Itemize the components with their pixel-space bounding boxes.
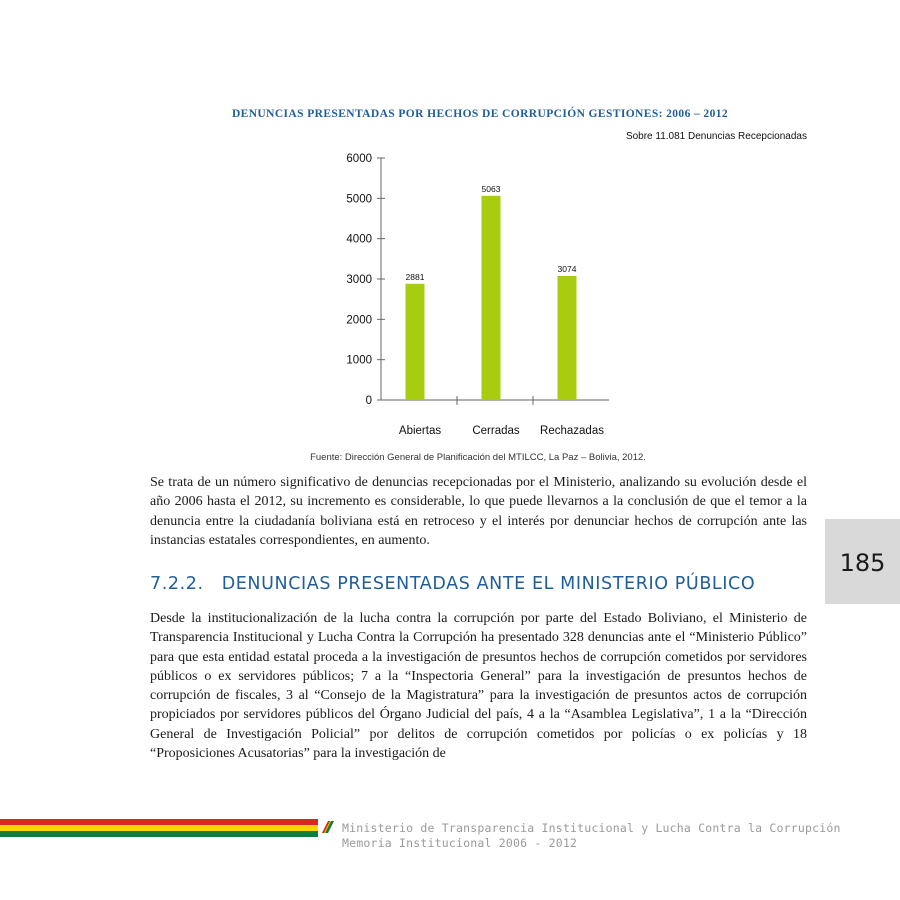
data-label: 5063 — [481, 183, 501, 194]
x-category-label: Rechazadas — [540, 425, 604, 437]
chart-subtitle: Sobre 11.081 Denuncias Recepcionadas — [625, 131, 807, 142]
y-tick-label: 0 — [365, 395, 372, 407]
y-tick-label: 4000 — [346, 233, 372, 246]
section-heading — [150, 574, 755, 594]
y-tick-label: 3000 — [346, 274, 372, 286]
section-title: DENUNCIAS PRESENTADAS ANTE EL MINISTERIO PÚBLICO — [221, 574, 756, 594]
bar-abiertas — [406, 284, 425, 400]
data-label: 2881 — [405, 271, 425, 282]
footer-ministry: Ministerio de Transparencia Institucional y Lucha Contra la Corrupción — [342, 821, 841, 835]
flag-stripe-green — [0, 831, 318, 837]
page-number-tab — [825, 519, 900, 604]
chart-bars — [406, 196, 577, 400]
chart-title: DENUNCIAS PRESENTADAS POR HECHOS DE CORRUPCIÓN GESTIONES: 2006 – 2012 — [231, 108, 729, 120]
body-paragraph-2: Desde la institucionalización de la lucha contra la corrupción por parte del Estado Boliviano, el Ministerio de Transparencia Institucional y Lucha Contra la Corrupción ha presentado 328 denuncias ante el “Ministerio Público” para que esta entidad estatal proceda a la investigación de presuntos hechos de corrupción cometidos por servidores públicos o ex servidores públicos; 7 a la “Inspectoria General” para la investigación de presuntos hechos de corrupción de fiscales, 3 al “Consejo de la Magistratura” para la investigación de presuntos actos de corrupción propiciados por servidores públicos del Órgano Judicial del país, 4 a la “Asamblea Legislativa”, 1 a la “Dirección General de Investigación Policial” por delitos de corrupción cometidos por policías o ex policías y 18 “Proposiciones Acusatorias” para la investigación de — [150, 611, 807, 762]
y-tick-label: 1000 — [346, 354, 372, 367]
data-label: 3074 — [557, 264, 577, 275]
bar-cerradas — [482, 196, 501, 400]
body-paragraph-1: Se trata de un número significativo de denuncias recepcionadas por el Ministerio, analizando su evolución desde el año 2006 hasta el 2012, su incremento es considerable, lo que puede llevarnos a la conclusión de que el temor a la denuncia entre la ciudadanía boliviana está en retroceso y el interés por denunciar hechos de corrupción ante las instancias estatales correspondientes, en aumento. — [150, 475, 807, 548]
footer-flag-stripes — [0, 819, 318, 837]
y-tick-label: 6000 — [346, 153, 372, 165]
chart-source: Fuente: Dirección General de Planificación del MTILCC, La Paz – Bolivia, 2012. — [310, 452, 646, 463]
footer-memoria: Memoria Institucional 2006 - 2012 — [342, 836, 578, 850]
x-category-label: Abiertas — [398, 425, 442, 437]
page-number: 185 — [839, 549, 886, 577]
bar-rechazadas — [558, 276, 577, 400]
flag-emblem-icon — [320, 819, 336, 835]
y-tick-label: 5000 — [346, 193, 372, 206]
x-category-label: Cerradas — [472, 425, 520, 437]
y-tick-label: 2000 — [346, 314, 372, 327]
section-number: 7.2.2. — [150, 574, 204, 594]
footer-text — [342, 821, 841, 851]
